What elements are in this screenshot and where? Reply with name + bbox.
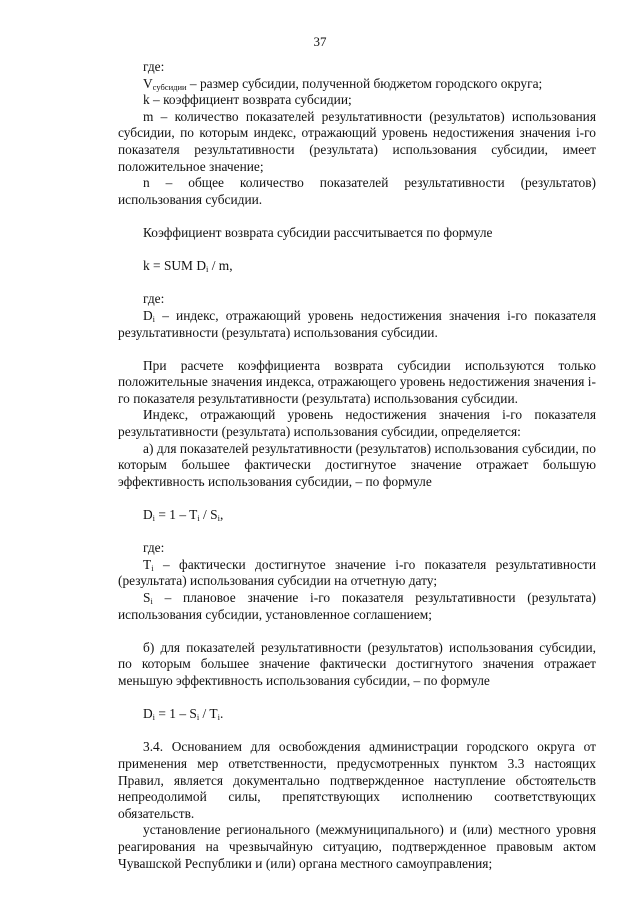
definition-n: n – общее количество показателей результативности (результатов) использования субсидии.: [118, 175, 596, 207]
item-b: б) для показателей результативности (результатов) использования субсидии, по которым большее значение фактически достигнутого значения отражает меньшую эффективность использования субсидии, – по формуле: [118, 639, 596, 688]
paragraph-emergency: установление регионального (межмуниципального) и (или) местного уровня реагирования на чрезвычайную ситуацию, подтвержденное правовым актом Чувашской Республики и (или) органа местного самоуправления;: [118, 822, 596, 871]
definition-v: [118, 76, 596, 93]
index-paragraph: Индекс, отражающий уровень недостижения значения i-го показателя результативности (результата) использования субсидии, определяется:: [118, 407, 596, 440]
definition-ti: $T_i$ – фактически достигнутое значение i-го показателя результативности (результата) использования субсидии на отчетную дату;: [118, 556, 596, 589]
calculation-paragraph: При расчете коэффициента возврата субсидии используются только положительные значения индекса, отражающего уровень недостижения значения i-го показателя результативности (результата) использования субсидии.: [118, 357, 596, 406]
definition-di: $D_i$ – индекс, отражающий уровень недостижения значения i-го показателя результативности (результата) использования субсидии.: [118, 307, 596, 340]
formula-k: k = SUM $D_i$ / m,: [143, 258, 233, 275]
page-number: 37: [313, 34, 327, 49]
definition-m: m – количество показателей результативности (результатов) использования субсидии, по которым индекс, отражающий уровень недостижения значения i-го показателя результативности (результата) использования субсидии, имеет положительное значение;: [118, 108, 596, 174]
where-label: где:: [143, 540, 165, 556]
formula-a: $D_i = 1 - T_i / S_i$,: [143, 507, 224, 524]
definition-si: $S_i$ – плановое значение i-го показателя результативности (результата) использования субсидии, установленное соглашением;: [118, 590, 596, 622]
document-body: [118, 59, 596, 872]
where-label: где:: [143, 59, 165, 74]
item-a: а) для показателей результативности (результатов) использования субсидии, по которым большее фактически достигнутое значение отражает большую эффективность использования субсидии, – по формуле: [118, 440, 596, 489]
definition-k: k – коэффициент возврата субсидии;: [143, 92, 352, 108]
formula-b: $D_i = 1 - S_i / T_i$.: [143, 706, 224, 723]
v-description: – размер субсидии, полученной бюджетом городского округа;: [186, 75, 543, 91]
paragraph-3-4: 3.4. Основанием для освобождения администрации городского округа от применения мер ответственности, предусмотренных пунктом 3.3 настоящих Правил, является документально подтвержденное наступление обстоятельств непреодолимой силы, препятствующих исполнению соответствующих обязательств.: [118, 739, 596, 821]
coefficient-intro: Коэффициент возврата субсидии рассчитывается по формуле: [143, 224, 493, 240]
where-label: где:: [143, 291, 165, 307]
v-subscript: субсидии: [152, 81, 187, 92]
v-symbol: V: [143, 75, 153, 91]
